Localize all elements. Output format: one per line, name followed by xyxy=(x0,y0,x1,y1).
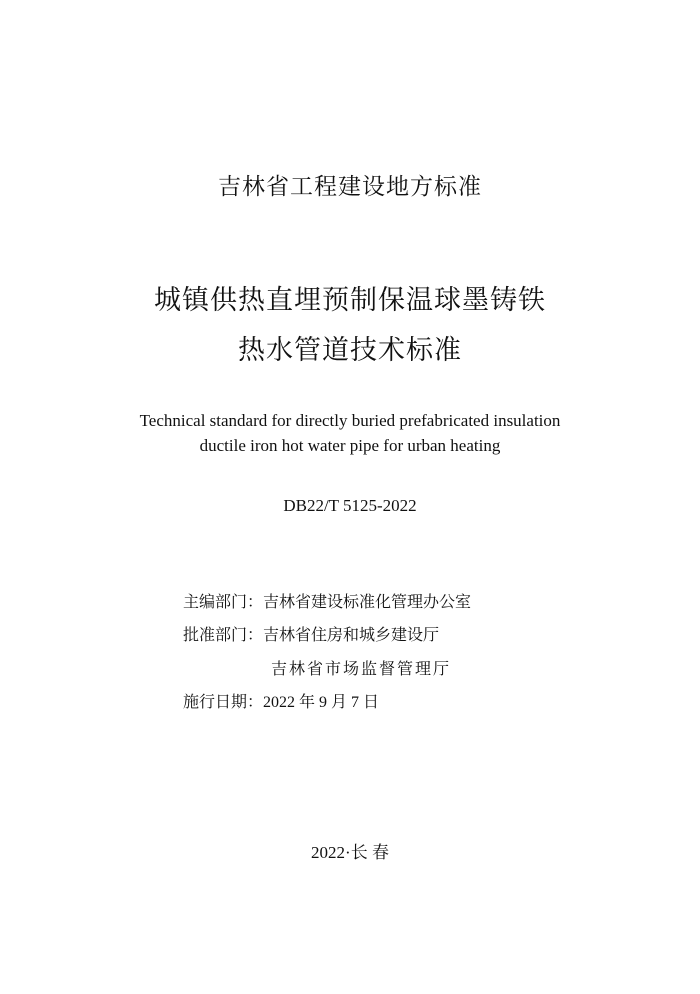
effective-date-row xyxy=(183,689,379,712)
main-title-line2: 热水管道技术标准 xyxy=(238,335,462,366)
approval-value-1: 吉林省住房和城乡建设厅 xyxy=(263,625,440,644)
approval-row-2 xyxy=(271,656,451,679)
chief-editor-value: 吉林省建设标准化管理办公室 xyxy=(263,592,472,611)
effective-date-value: 2022 年 9 月 7 日 xyxy=(263,694,380,711)
approval-label: 批准部门： xyxy=(183,625,264,644)
approval-row xyxy=(183,622,439,645)
main-title-line1: 城镇供热直埋预制保温球墨铸铁 xyxy=(154,285,546,316)
series-title: 吉林省工程建设地方标准 xyxy=(218,174,482,200)
publication-footer: 2022·长 春 xyxy=(311,843,389,862)
standard-code: DB22/T 5125-2022 xyxy=(283,496,417,515)
effective-date-label: 施行日期： xyxy=(183,692,264,711)
english-title-line1: Technical standard for directly buried prefabricated insulation xyxy=(139,411,561,430)
approval-value-2: 吉林省市场监督管理厅 xyxy=(271,659,452,678)
english-title-line2: ductile iron hot water pipe for urban heating xyxy=(199,436,501,455)
chief-editor-row xyxy=(183,589,471,612)
chief-editor-label: 主编部门： xyxy=(183,592,264,611)
